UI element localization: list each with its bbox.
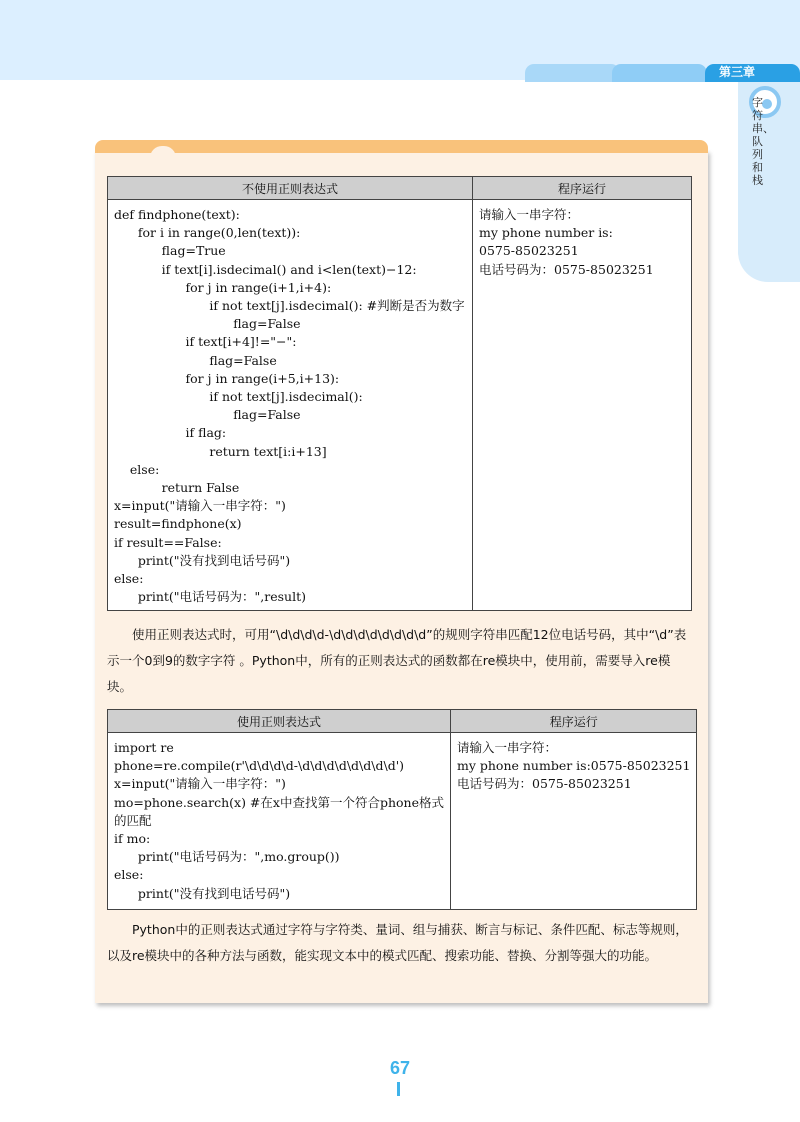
code-line: mo=phone.search(x) #在x中查找第一个符合phone格式 — [114, 794, 444, 810]
code-line: print("电话号码为：",mo.group()) — [114, 849, 340, 865]
code-line: return text[i:i+13] — [114, 443, 327, 459]
code-line: return False — [114, 480, 240, 496]
output-line: my phone number is: — [479, 225, 613, 241]
output-line: my phone number is:0575-85023251 — [456, 758, 691, 774]
code-line: flag=True — [114, 243, 226, 259]
paragraph-regex-intro: 使用正则表达式时，可用“\d\d\d\d-\d\d\d\d\d\d\d\d”的规则字符串匹配12位电话号码，其中“\d”表示一个0到9的数字字符 。Python中，所有的正则表达式的函数都在re模块中，使用前，需要导入re模块。 — [107, 627, 687, 694]
code-line: for i in range(0,len(text)): — [114, 225, 301, 241]
side-title: 字符串、队列和栈 — [752, 96, 774, 187]
table2-header-output: 程序运行 — [450, 710, 696, 733]
table-with-regex — [107, 709, 697, 910]
table1-output-cell — [473, 200, 692, 611]
table2-output-cell — [450, 733, 696, 910]
code-line: flag=False — [114, 407, 301, 423]
chapter-tab: 第三章 — [705, 64, 800, 82]
code-line: for j in range(i+5,i+13): — [114, 370, 340, 386]
table1-header-output: 程序运行 — [473, 177, 692, 200]
code-line: for j in range(i+1,i+4): — [114, 279, 332, 295]
panel-top-strip — [95, 140, 708, 153]
output-line: 电话号码为：0575-85023251 — [479, 261, 654, 277]
chapter-tab-inactive — [525, 64, 620, 82]
code-line: flag=False — [114, 316, 301, 332]
table2-header-code: 使用正则表达式 — [108, 710, 451, 733]
code-line: print("没有找到电话号码") — [114, 552, 291, 568]
code-line: if text[i+4]!="−": — [114, 334, 297, 350]
code-line: if result==False: — [114, 534, 222, 550]
output-line: 请输入一串字符： — [479, 207, 580, 222]
output-line: 请输入一串字符： — [456, 740, 557, 755]
chapter-tab-inactive — [612, 64, 707, 82]
code-line: else: — [114, 867, 144, 883]
code-line: phone=re.compile(r'\d\d\d\d-\d\d\d\d\d\d\d\d') — [114, 758, 405, 774]
code-line: result=findphone(x) — [114, 516, 242, 532]
code-line: else: — [114, 461, 160, 477]
code-line: flag=False — [114, 352, 277, 368]
page-number: 67 — [389, 1058, 411, 1078]
code-line: if not text[j].isdecimal(): #判断是否为数字 — [114, 298, 465, 314]
table2-code-cell — [108, 733, 451, 910]
page-number-bar — [397, 1082, 400, 1096]
paragraph-regex-summary: Python中的正则表达式通过字符与字符类、量词、组与捕获、断言与标记、条件匹配、标志等规则，以及re模块中的各种方法与函数，能实现文本中的模式匹配、搜索功能、替换、分割等强大的功能。 — [107, 922, 688, 963]
table1-header-code: 不使用正则表达式 — [108, 177, 473, 200]
output-line: 0575-85023251 — [479, 243, 579, 259]
code-line: if flag: — [114, 425, 227, 441]
code-line: 的匹配 — [114, 812, 152, 828]
table-without-regex — [107, 176, 692, 611]
code-line: x=input("请输入一串字符：") — [114, 498, 286, 514]
code-line: if mo: — [114, 831, 151, 847]
code-line: print("没有找到电话号码") — [114, 885, 291, 901]
code-line: if not text[j].isdecimal(): — [114, 389, 363, 405]
code-line: import re — [114, 740, 174, 755]
code-line: else: — [114, 571, 144, 587]
code-line: x=input("请输入一串字符：") — [114, 776, 286, 792]
code-line: print("电话号码为：",result) — [114, 589, 306, 605]
table1-code-cell — [108, 200, 473, 611]
code-line: def findphone(text): — [114, 207, 240, 222]
output-line: 电话号码为：0575-85023251 — [456, 776, 632, 792]
code-line: if text[i].isdecimal() and i<len(text)−12: — [114, 261, 417, 277]
